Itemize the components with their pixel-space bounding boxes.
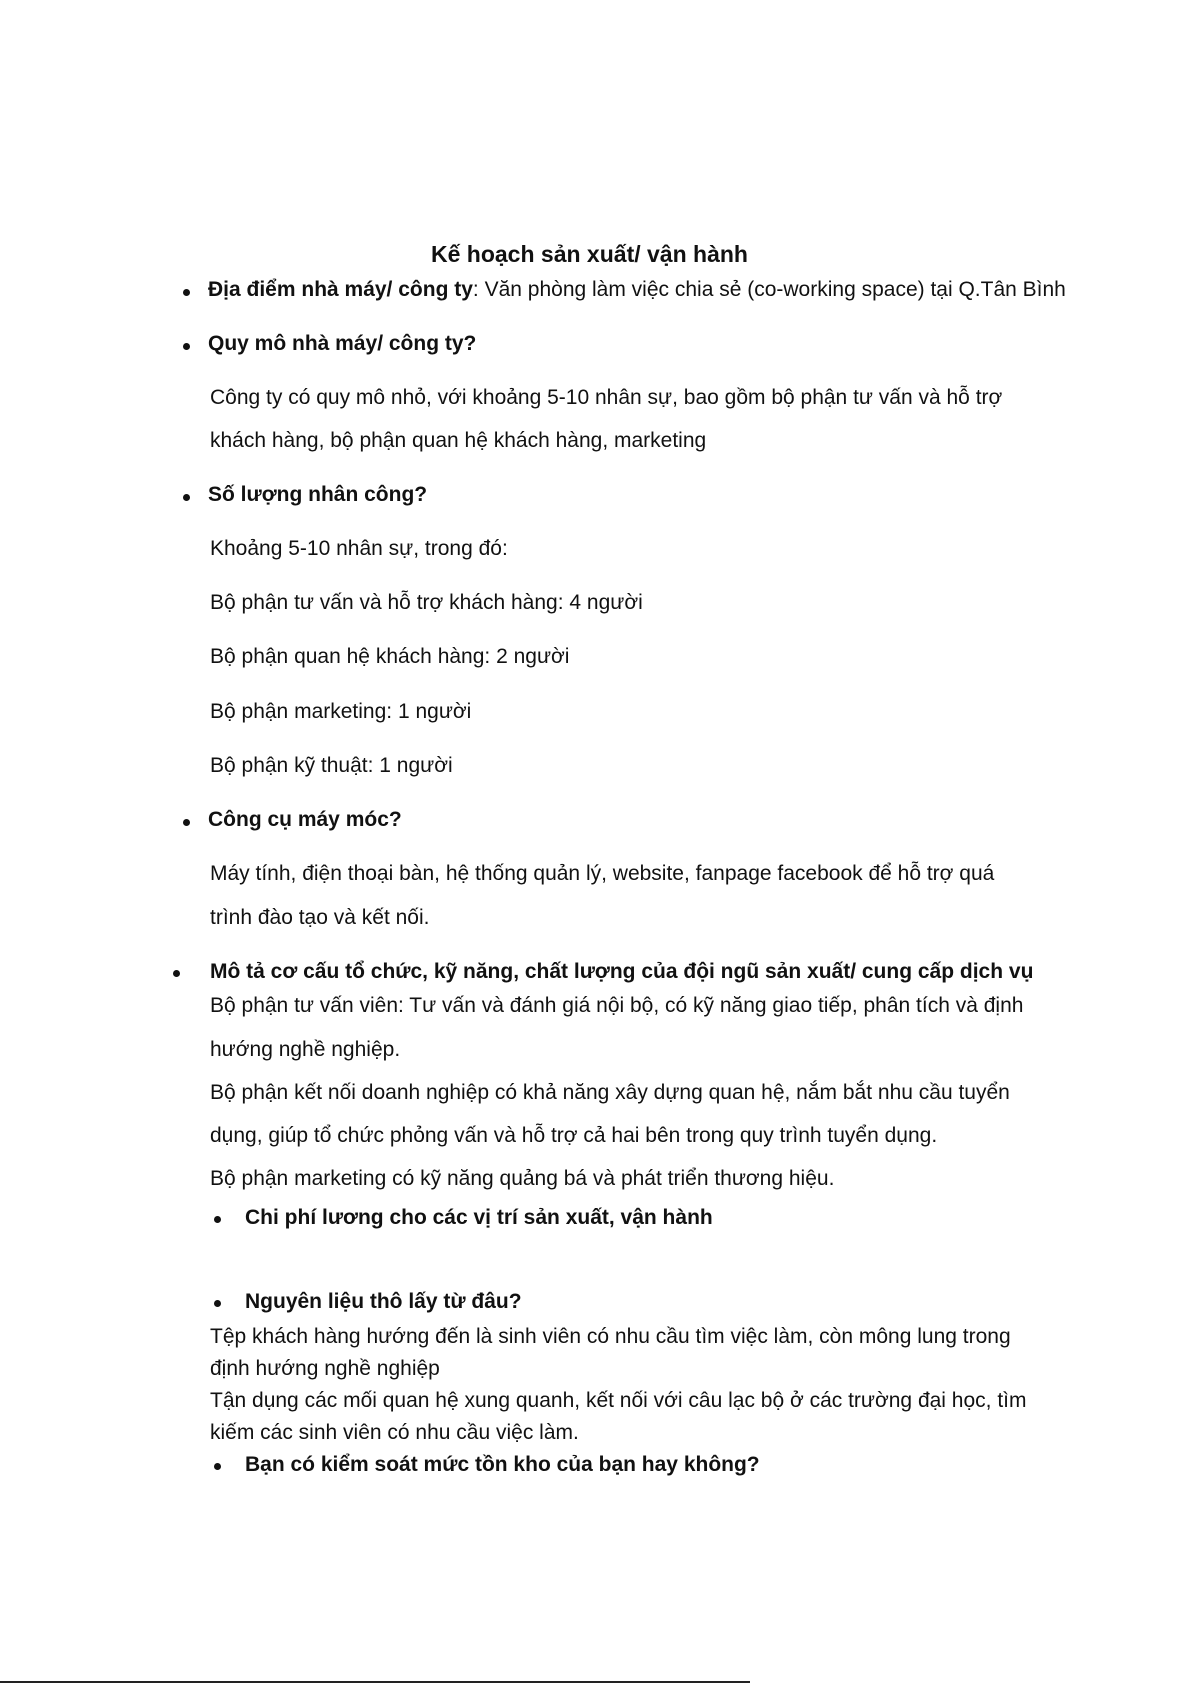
- workforce-line: Bộ phận marketing: 1 người: [210, 700, 472, 723]
- scale-line: khách hàng, bộ phận quan hệ khách hàng, marketing: [210, 429, 707, 452]
- bullet: [214, 1216, 221, 1223]
- materials-heading: Nguyên liệu thô lấy từ đâu?: [245, 1290, 522, 1313]
- bullet: [183, 343, 190, 350]
- materials-line: Tận dụng các mối quan hệ xung quanh, kết nối với câu lạc bộ ở các trường đại học, tìm: [210, 1389, 1027, 1412]
- materials-line: Tệp khách hàng hướng đến là sinh viên có nhu cầu tìm việc làm, còn mông lung trong: [210, 1325, 1011, 1348]
- salary-heading: Chi phí lương cho các vị trí sản xuất, vận hành: [245, 1206, 713, 1229]
- scale-heading: Quy mô nhà máy/ công ty?: [208, 332, 477, 355]
- structure-line: Bộ phận kết nối doanh nghiệp có khả năng xây dựng quan hệ, nắm bắt nhu cầu tuyển: [210, 1081, 1010, 1104]
- materials-line: định hướng nghề nghiệp: [210, 1357, 440, 1380]
- location-label: Địa điểm nhà máy/ công ty: [208, 278, 473, 301]
- materials-line: kiếm các sinh viên có nhu cầu việc làm.: [210, 1421, 579, 1444]
- page-bottom-rule: [0, 1681, 750, 1683]
- location-line: [208, 278, 1066, 302]
- tools-line: trình đào tạo và kết nối.: [210, 906, 430, 929]
- bullet: [214, 1463, 221, 1470]
- page-title: Kế hoạch sản xuất/ vận hành: [431, 241, 748, 267]
- structure-line: Bộ phận marketing có kỹ năng quảng bá và phát triển thương hiệu.: [210, 1167, 835, 1190]
- workforce-line: Bộ phận quan hệ khách hàng: 2 người: [210, 645, 570, 668]
- tools-heading: Công cụ máy móc?: [208, 808, 402, 831]
- workforce-line: Bộ phận tư vấn và hỗ trợ khách hàng: 4 người: [210, 591, 643, 614]
- location-value: : Văn phòng làm việc chia sẻ (co-working space) tại Q.Tân Bình: [472, 278, 1066, 301]
- workforce-line: Bộ phận kỹ thuật: 1 người: [210, 754, 453, 777]
- tools-line: Máy tính, điện thoại bàn, hệ thống quản lý, website, fanpage facebook để hỗ trợ quá: [210, 862, 995, 885]
- structure-heading: Mô tả cơ cấu tổ chức, kỹ năng, chất lượng của đội ngũ sản xuất/ cung cấp dịch vụ: [210, 960, 1034, 983]
- inventory-heading: Bạn có kiểm soát mức tồn kho của bạn hay không?: [245, 1453, 760, 1476]
- bullet: [214, 1300, 221, 1307]
- bullet: [183, 819, 190, 826]
- workforce-line: Khoảng 5-10 nhân sự, trong đó:: [210, 537, 508, 560]
- structure-line: Bộ phận tư vấn viên: Tư vấn và đánh giá nội bộ, có kỹ năng giao tiếp, phân tích và định: [210, 994, 1024, 1017]
- bullet: [183, 289, 190, 296]
- structure-line: hướng nghề nghiệp.: [210, 1038, 401, 1061]
- scale-line: Công ty có quy mô nhỏ, với khoảng 5-10 nhân sự, bao gồm bộ phận tư vấn và hỗ trợ: [210, 386, 1003, 409]
- bullet: [173, 970, 180, 977]
- bullet: [183, 494, 190, 501]
- structure-line: dụng, giúp tổ chức phỏng vấn và hỗ trợ cả hai bên trong quy trình tuyển dụng.: [210, 1124, 938, 1147]
- workforce-heading: Số lượng nhân công?: [208, 483, 428, 506]
